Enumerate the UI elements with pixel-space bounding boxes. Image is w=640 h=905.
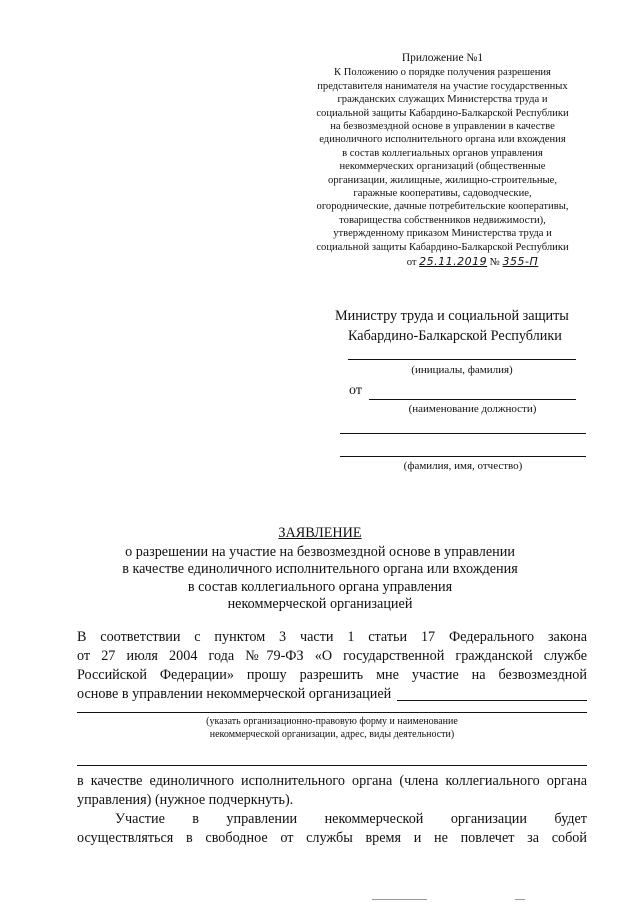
annex-block bbox=[270, 52, 615, 270]
organization-field-line[interactable] bbox=[397, 700, 587, 701]
footer-mark bbox=[372, 899, 427, 900]
paragraph-2 bbox=[77, 772, 587, 810]
statement-title-block bbox=[0, 525, 640, 614]
organization-caption-line: некоммерческой организации, адрес, виды деятельности) bbox=[209, 729, 455, 740]
from-label: от bbox=[349, 383, 362, 398]
paragraph-line-last bbox=[77, 685, 587, 704]
addressee-block bbox=[335, 306, 615, 346]
annex-line: единоличного исполнительного органа или вхождения bbox=[319, 134, 566, 146]
statement-title: ЗАЯВЛЕНИЕ bbox=[278, 525, 362, 541]
paragraph-line: в качестве единоличного исполнительного органа (члена коллегиального органа bbox=[77, 773, 587, 789]
annex-line: гаражные кооперативы, садоводческие, bbox=[353, 188, 532, 200]
addressee-line-1: Министру труда и социальной защиты bbox=[335, 308, 569, 324]
organization-caption bbox=[77, 715, 587, 741]
footer-mark bbox=[515, 899, 525, 900]
fio-field-line-1[interactable] bbox=[340, 433, 586, 434]
position-field-line[interactable] bbox=[369, 399, 576, 400]
paragraph-line: от 27 июля 2004 года №79-ФЗ «О государственной гражданской службе bbox=[77, 648, 587, 664]
annex-line: в состав коллегиальных органов управления bbox=[342, 147, 543, 159]
position-caption: (наименование должности) bbox=[408, 403, 537, 415]
statement-subtitle-line: в состав коллегиального органа управления bbox=[187, 578, 453, 595]
annex-line: огороднические, дачные потребительские кооперативы, bbox=[316, 201, 569, 213]
annex-line: товарищества собственников недвижимости), bbox=[339, 214, 546, 226]
paragraph-line: управления) (нужное подчеркнуть). bbox=[77, 792, 294, 808]
annex-date-line bbox=[347, 255, 539, 269]
annex-line: представителя нанимателя на участие государственных bbox=[317, 80, 568, 92]
fio-field-line-2[interactable] bbox=[340, 456, 586, 457]
paragraph-1 bbox=[77, 628, 587, 704]
initials-caption: (инициалы, фамилия) bbox=[411, 364, 513, 376]
fio-caption: (фамилия, имя, отчество) bbox=[403, 460, 523, 472]
organization-field-line-3[interactable] bbox=[77, 765, 587, 766]
statement-subtitle-line: некоммерческой организацией bbox=[227, 596, 413, 612]
paragraph-line: Участие в управлении некоммерческой организации будет bbox=[115, 811, 587, 827]
annex-line: гражданских служащих Министерства труда и bbox=[337, 94, 548, 106]
annex-line: утвержденному приказом Министерства труда и bbox=[333, 228, 552, 240]
annex-line: на безвозмездной основе в управлении в качестве bbox=[330, 121, 555, 133]
paragraph-text: основе в управлении некоммерческой организацией bbox=[77, 686, 392, 702]
annex-line: социальной защиты Кабардино-Балкарской Республики bbox=[316, 107, 569, 119]
paragraph-line: Российской Федерации» прошу разрешить мне участие на безвозмездной bbox=[77, 667, 587, 683]
initials-field-line[interactable] bbox=[348, 359, 576, 360]
organization-field-line-2[interactable] bbox=[77, 712, 587, 713]
number-prefix: № bbox=[489, 257, 500, 269]
annex-line: социальной защиты Кабардино-Балкарской Республики bbox=[316, 241, 569, 253]
handwritten-number: 355-П bbox=[502, 255, 539, 269]
annex-line: организации, жилищные, жилищно-строительные, bbox=[328, 174, 557, 186]
annex-line: некоммерческих организаций (общественные bbox=[339, 161, 546, 173]
paragraph-line: осуществляться в свободное от службы время и не повлечет за собой bbox=[77, 830, 587, 846]
paragraph-line: В соответствии с пунктом 3 части 1 статьи 17 Федерального закона bbox=[77, 629, 587, 645]
organization-caption-line: (указать организационно-правовую форму и наименование bbox=[206, 716, 458, 727]
statement-subtitle-line: в качестве единоличного исполнительного органа или вхождения bbox=[122, 561, 518, 577]
annex-line: К Положению о порядке получения разрешения bbox=[334, 67, 551, 79]
paragraph-3 bbox=[77, 810, 587, 848]
addressee-line-2: Кабардино-Балкарской Республики bbox=[348, 328, 562, 344]
handwritten-date: 25.11.2019 bbox=[419, 255, 488, 269]
statement-subtitle-line: о разрешении на участие на безвозмездной основе в управлении bbox=[125, 543, 515, 560]
date-prefix: от bbox=[406, 257, 417, 269]
annex-number: Приложение №1 bbox=[401, 52, 484, 64]
